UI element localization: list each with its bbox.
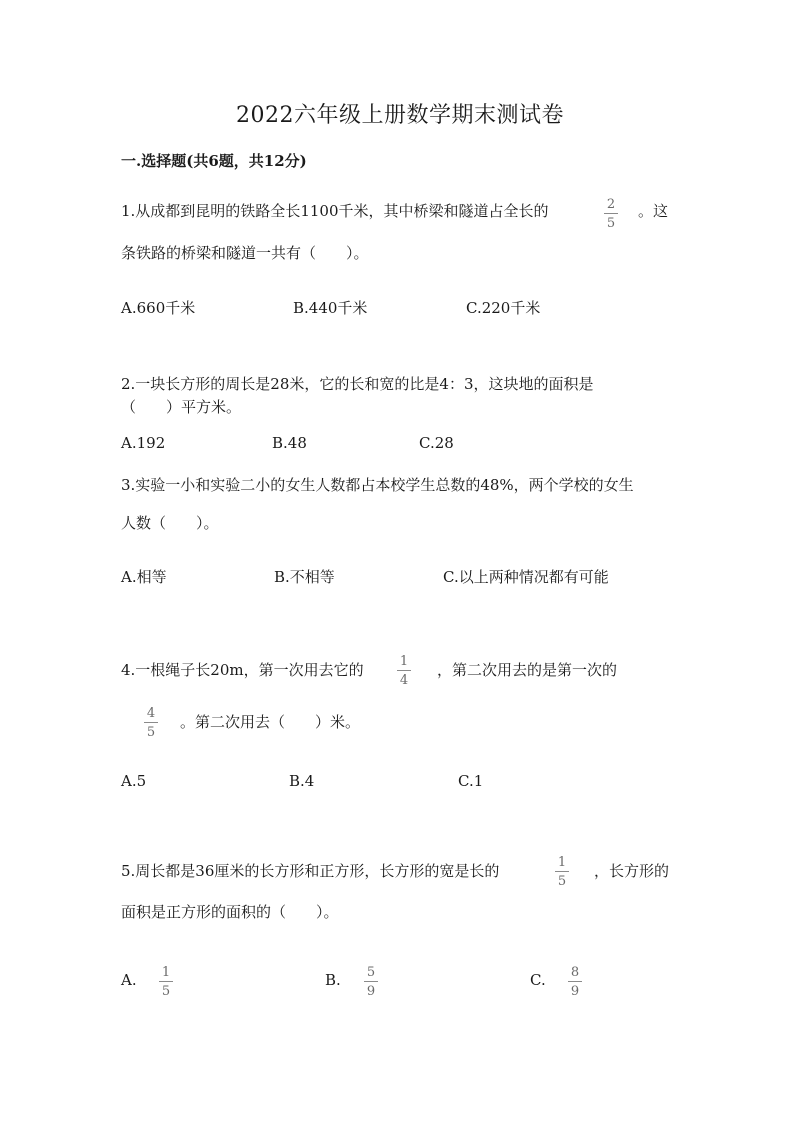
question-4-line-2: 。第二次用去（ ）米。 xyxy=(180,713,361,731)
fraction-bar xyxy=(555,871,569,872)
fraction-numerator: 2 xyxy=(606,197,616,212)
fraction-denominator: 4 xyxy=(399,673,409,688)
question-3-line-2: 人数（ ）。 xyxy=(121,514,219,532)
question-2-option-c[interactable]: C.28 xyxy=(419,434,454,452)
fraction-numerator: 5 xyxy=(366,965,376,980)
question-1-fraction xyxy=(601,198,621,230)
fraction-numerator: 8 xyxy=(570,965,580,980)
question-2-line-1: 2.一块长方形的周长是28米，它的长和宽的比是4：3，这块地的面积是 xyxy=(121,375,594,393)
question-5-option-b-label[interactable]: B. xyxy=(325,971,341,989)
question-5-option-a-fraction[interactable] xyxy=(156,966,176,998)
fraction-numerator: 1 xyxy=(557,855,567,870)
question-5-line-1: 5.周长都是36厘米的长方形和正方形，长方形的宽是长的 xyxy=(121,862,500,880)
question-3-line-1: 3.实验一小和实验二小的女生人数都占本校学生总数的48%，两个学校的女生 xyxy=(121,476,634,494)
question-5-option-b-fraction[interactable] xyxy=(361,966,381,998)
question-5-line-1-end: ，长方形的 xyxy=(594,862,670,880)
question-1-option-c[interactable]: C.220千米 xyxy=(466,299,541,317)
question-1-line-1: 1.从成都到昆明的铁路全长1100千米，其中桥梁和隧道占全长的 xyxy=(121,202,549,220)
question-1-line-2: 条铁路的桥梁和隧道一共有（ ）。 xyxy=(121,244,369,262)
fraction-denominator: 9 xyxy=(570,984,580,999)
question-2-option-a[interactable]: A.192 xyxy=(121,434,166,452)
fraction-bar xyxy=(144,722,158,723)
fraction-numerator: 1 xyxy=(399,654,409,669)
question-4-line-1: 4.一根绳子长20m，第一次用去它的 xyxy=(121,661,364,679)
question-1-line-1-end: 。这 xyxy=(638,202,669,220)
question-4-option-b[interactable]: B.4 xyxy=(289,772,315,790)
fraction-numerator: 4 xyxy=(146,706,156,721)
question-4-fraction-1 xyxy=(394,655,414,687)
question-4-option-a[interactable]: A.5 xyxy=(121,772,147,790)
fraction-denominator: 5 xyxy=(557,874,567,889)
section-heading: 一.选择题(共6题，共12分) xyxy=(121,152,307,170)
question-4-line-1-end: ，第二次用去的是第一次的 xyxy=(437,661,618,679)
question-5-option-c-label[interactable]: C. xyxy=(530,971,546,989)
fraction-bar xyxy=(159,981,173,982)
fraction-bar xyxy=(397,670,411,671)
page-title: 2022六年级上册数学期末测试卷 xyxy=(236,103,564,128)
question-2-option-b[interactable]: B.48 xyxy=(272,434,307,452)
question-5-fraction xyxy=(552,856,572,888)
question-4-fraction-2 xyxy=(141,707,161,739)
fraction-bar xyxy=(604,213,618,214)
question-5-line-2: 面积是正方形的面积的（ ）。 xyxy=(121,903,339,921)
fraction-denominator: 5 xyxy=(606,216,616,231)
question-1-option-b[interactable]: B.440千米 xyxy=(293,299,368,317)
question-5-option-a-label[interactable]: A. xyxy=(121,971,137,989)
question-3-option-c[interactable]: C.以上两种情况都有可能 xyxy=(443,568,609,586)
fraction-denominator: 5 xyxy=(161,984,171,999)
question-4-option-c[interactable]: C.1 xyxy=(458,772,484,790)
question-5-option-c-fraction[interactable] xyxy=(565,966,585,998)
fraction-denominator: 5 xyxy=(146,725,156,740)
fraction-denominator: 9 xyxy=(366,984,376,999)
question-3-option-b[interactable]: B.不相等 xyxy=(274,568,335,586)
question-3-option-a[interactable]: A.相等 xyxy=(121,568,167,586)
fraction-numerator: 1 xyxy=(161,965,171,980)
question-2-line-2: （ ）平方米。 xyxy=(121,398,242,416)
fraction-bar xyxy=(568,981,582,982)
fraction-bar xyxy=(364,981,378,982)
question-1-option-a[interactable]: A.660千米 xyxy=(121,299,196,317)
